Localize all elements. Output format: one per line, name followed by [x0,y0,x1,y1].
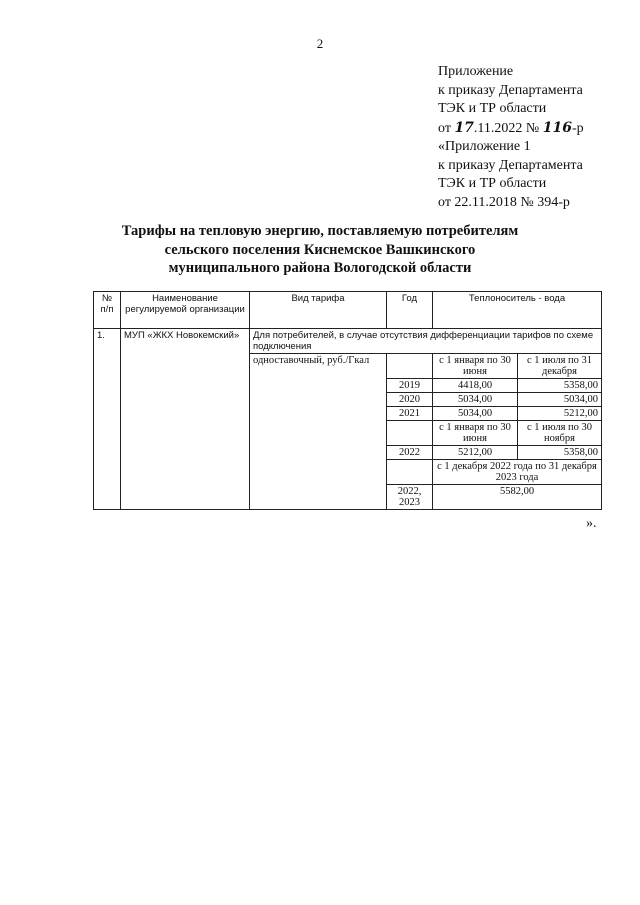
closing-quote: ». [586,516,597,531]
header-heat-carrier: Теплоноситель - вода [433,292,602,329]
appendix-line-6: к приказу Департамента [438,157,583,173]
header-organization: Наименование регулируемой организации [121,292,250,329]
value-2021-h1: 5034,00 [433,407,518,421]
value-2019-h1: 4418,00 [433,379,518,393]
appendix-date-mid: .11.2022 № [473,120,543,136]
year-empty-3 [387,460,433,485]
appendix-line-5: «Приложение 1 [438,139,531,154]
year-2022: 2022 [387,446,433,460]
appendix-order-date [438,119,584,139]
document-title [0,222,640,278]
appendix-date-prefix: от [438,120,455,136]
period-jan-jun: с 1 января по 30 июня [433,354,518,379]
period-dec2022-dec2023: с 1 декабря 2022 года по 31 декабря 2023 года [433,460,602,485]
title-line-3: муниципального района Вологодской области [168,260,472,276]
header-number: № п/п [94,292,121,329]
handwritten-order-number: 116 [542,119,572,136]
appendix-line-1: Приложение [438,64,514,79]
appendix-line-3: ТЭК и ТР области [438,101,547,116]
value-2022-2023: 5582,00 [433,485,602,510]
page-number: 2 [316,36,324,51]
header-year: Год [387,292,433,329]
title-line-1: Тарифы на тепловую энергию, поставляемую потребителям [121,223,519,239]
tariff-table [93,291,602,510]
appendix-date-suffix: -р [572,120,584,136]
year-2020: 2020 [387,393,433,407]
year-empty-2 [387,421,433,446]
value-2022-h2: 5358,00 [518,446,602,460]
period-jan-jun-2022: с 1 января по 30 июня [433,421,518,446]
value-2020-h1: 5034,00 [433,393,518,407]
appendix-line-8: от 22.11.2018 № 394-р [438,194,570,210]
table-header-row [94,292,602,329]
value-2021-h2: 5212,00 [518,407,602,421]
period-jul-nov-2022: с 1 июля по 30 ноября [518,421,602,446]
appendix-line-2: к приказу Департамента [438,82,583,98]
value-2022-h1: 5212,00 [433,446,518,460]
organization-name: МУП «ЖКХ Новокемский» [121,329,250,510]
appendix-line-7: ТЭК и ТР области [438,176,547,191]
year-2019: 2019 [387,379,433,393]
value-2019-h2: 5358,00 [518,379,602,393]
year-2022-2023: 2022, 2023 [387,485,433,510]
table-row [94,329,602,354]
title-line-2: сельского поселения Киснемское Вашкинского [164,241,476,258]
value-2020-h2: 5034,00 [518,393,602,407]
row-number: 1. [94,329,121,510]
appendix-block [438,63,584,212]
year-empty-1 [387,354,433,379]
tariff-kind: одноставочный, руб./Гкал [250,354,387,510]
period-jul-dec: с 1 июля по 31 декабря [518,354,602,379]
year-2021: 2021 [387,407,433,421]
handwritten-day: 17 [454,119,474,136]
consumers-note: Для потребителей, в случае отсутствия дифференциации тарифов по схеме подключения [250,329,602,354]
header-tariff-type: Вид тарифа [250,292,387,329]
